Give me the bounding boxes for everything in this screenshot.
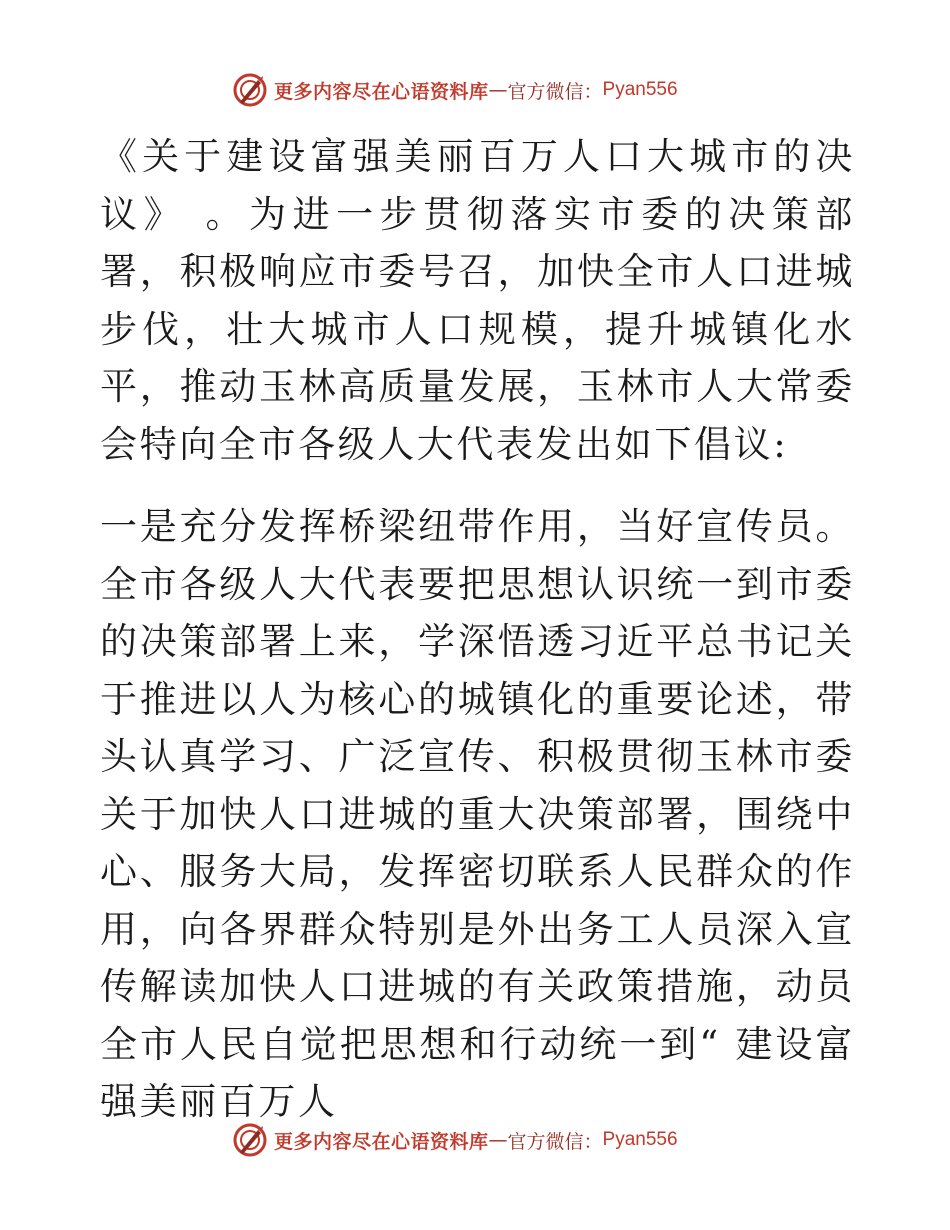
banner-wechat-label: 官方微信：: [507, 1130, 603, 1153]
header-banner: [232, 72, 678, 108]
banner-separator: —: [488, 1129, 508, 1151]
document-body: [100, 128, 855, 1131]
quill-logo-icon: [232, 72, 268, 108]
banner-brand-text: 更多内容尽在心语资料库: [274, 80, 489, 103]
banner-brand-text: 更多内容尽在心语资料库: [274, 1130, 489, 1153]
banner-wechat-id: Pyan556: [602, 79, 678, 100]
document-paragraph-first-point: 一是充分发挥桥梁纽带作用，当好宣传员。全市各级人大代表要把思想认识统一到市委的决策部署上来，学深悟透习近平总书记关于推进以人为核心的城镇化的重要论述，带头认真学习、广泛宣传、积极贯彻玉林市委关于加快人口进城的重大决策部署，围绕中心、服务大局，发挥密切联系人民群众的作用，向各界群众特别是外出务工人员深入宣传解读加快人口进城的有关政策措施，动员全市人民自觉把思想和行动统一到“ 建设富强美丽百万人: [100, 505, 855, 1123]
quill-logo-icon: [232, 1122, 268, 1158]
banner-wechat-label: 官方微信：: [507, 80, 603, 103]
document-paragraph-intro: 《关于建设富强美丽百万人口大城市的决议》 。为进一步贯彻落实市委的决策部署，积极响应市委号召，加快全市人口进城步伐，壮大城市人口规模，提升城镇化水平，推动玉林高质量发展，玉林市人大常委会特向全市各级人大代表发出如下倡议:: [100, 135, 855, 466]
banner-wechat-id: Pyan556: [602, 1129, 678, 1150]
footer-banner: [232, 1122, 678, 1158]
banner-separator: —: [488, 79, 508, 101]
